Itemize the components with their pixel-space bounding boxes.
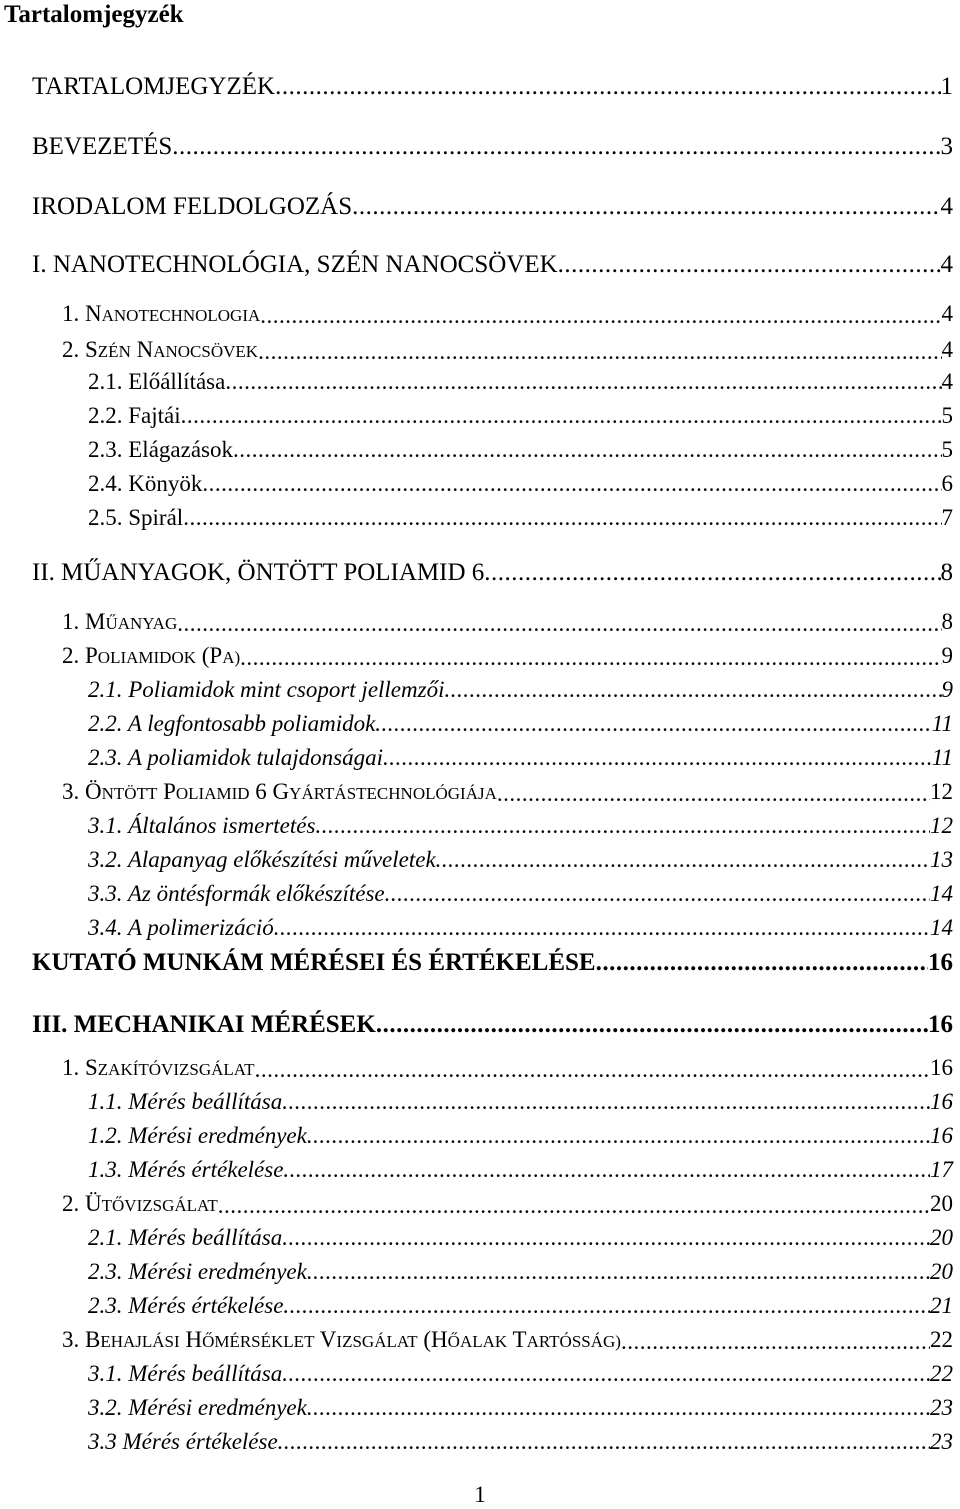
toc-entry-title: 2.4. Könyök — [88, 471, 203, 496]
toc-entry-page: 12 — [930, 813, 953, 838]
toc-entry-page: 21 — [930, 1293, 953, 1318]
toc-entry-title: 3.2. Alapanyag előkészítési műveletek — [88, 847, 436, 872]
toc-leader-dots — [283, 1292, 930, 1320]
toc-entry[interactable] — [88, 676, 953, 704]
toc-leader-dots — [352, 192, 940, 222]
toc-entry-title: 1.3. Mérés értékelése — [88, 1157, 284, 1182]
toc-entry-page: 20 — [930, 1225, 953, 1250]
toc-entry-title: 2. SZÉN NANOCSÖVEK — [62, 337, 259, 362]
toc-entry[interactable] — [88, 504, 953, 532]
toc-entry-title: 3.3. Az öntésformák előkészítése — [88, 881, 385, 906]
toc-leader-dots — [283, 1156, 930, 1184]
toc-entry[interactable] — [88, 1428, 953, 1456]
toc-entry-title: 2.2. Fajtái — [88, 403, 181, 428]
toc-entry-title: 2. ÜTŐVIZSGÁLAT — [62, 1191, 218, 1216]
toc-leader-dots — [240, 644, 941, 672]
toc-entry-title: TARTALOMJEGYZÉK — [32, 73, 276, 100]
toc-leader-dots — [274, 914, 930, 942]
toc-entry-title: 2.1. Előállítása — [88, 369, 226, 394]
toc-entry-page: 3 — [940, 133, 953, 160]
toc-entry-page: 22 — [930, 1327, 953, 1352]
toc-entry-page: 11 — [931, 745, 953, 770]
toc-leader-dots — [278, 1428, 930, 1456]
toc-entry-title: 2.1. Poliamidok mint csoport jellemzői — [88, 677, 445, 702]
toc-entry[interactable] — [88, 744, 953, 772]
toc-entry-page: 9 — [941, 643, 953, 668]
toc-entry-page: 13 — [930, 847, 953, 872]
toc-leader-dots — [260, 302, 941, 330]
toc-entry-title: KUTATÓ MUNKÁM MÉRÉSEI ÉS ÉRTÉKELÉSE — [32, 949, 596, 976]
toc-entry-title: 1.1. Mérés beállítása — [88, 1089, 283, 1114]
toc-entry-title: 3. BEHAJLÁSI HŐMÉRSÉKLET VIZSGÁLAT (HŐALAK TARTÓSSÁG) — [62, 1327, 621, 1352]
toc-entry-page: 14 — [930, 881, 953, 906]
toc-entry[interactable] — [32, 558, 953, 588]
toc-entry[interactable] — [32, 1010, 953, 1040]
toc-entry[interactable] — [88, 880, 953, 908]
toc-entry-page: 16 — [928, 949, 953, 976]
toc-leader-dots — [172, 132, 940, 162]
toc-leader-dots — [218, 1192, 930, 1220]
toc-entry[interactable] — [62, 1190, 953, 1220]
toc-entry-title: 1. NANOTECHNOLOGIA — [62, 301, 261, 326]
toc-entry-title: 2.1. Mérés beállítása — [88, 1225, 283, 1250]
toc-entry-title: 2.2. A legfontosabb poliamidok — [88, 711, 376, 736]
toc-leader-dots — [484, 558, 940, 588]
toc-entry[interactable] — [62, 336, 953, 366]
toc-entry[interactable] — [88, 1258, 953, 1286]
toc-entry-title: 2.3. Mérés értékelése — [88, 1293, 284, 1318]
toc-entry-page: 23 — [930, 1429, 953, 1454]
toc-leader-dots — [596, 948, 928, 978]
toc-entry-page: 16 — [928, 1011, 953, 1038]
toc-entry[interactable] — [88, 710, 953, 738]
toc-entry[interactable] — [32, 132, 953, 162]
toc-leader-dots — [307, 1258, 930, 1286]
toc-leader-dots — [621, 1328, 930, 1356]
toc-leader-dots — [307, 1394, 930, 1422]
toc-entry[interactable] — [62, 642, 953, 672]
toc-entry[interactable] — [88, 402, 953, 430]
toc-leader-dots — [375, 710, 931, 738]
toc-entry[interactable] — [88, 436, 953, 464]
toc-entry-page: 12 — [930, 779, 953, 804]
toc-entry-page: 5 — [941, 403, 953, 428]
toc-entry-title: 3. ÖNTÖTT POLIAMID 6 GYÁRTÁSTECHNOLÓGIÁJA — [62, 779, 497, 804]
toc-entry-title: 2. POLIAMIDOK (PA) — [62, 643, 241, 668]
toc-leader-dots — [383, 744, 932, 772]
toc-entry[interactable] — [88, 1394, 953, 1422]
footer-page-number: 1 — [474, 1482, 486, 1507]
toc-entry[interactable] — [88, 1088, 953, 1116]
toc-leader-dots — [183, 504, 941, 532]
toc-entry-page: 4 — [940, 251, 953, 278]
toc-entry[interactable] — [88, 470, 953, 498]
toc-entry-title: 3.1. Általános ismertetés — [88, 813, 316, 838]
toc-entry-title: 1. SZAKÍTÓVIZSGÁLAT — [62, 1055, 255, 1080]
toc-entry[interactable] — [32, 948, 953, 978]
toc-entry-page: 16 — [930, 1089, 953, 1114]
toc-leader-dots — [233, 436, 942, 464]
toc-entry-page: 4 — [941, 301, 953, 326]
toc-entry-page: 8 — [941, 609, 953, 634]
toc-entry-title: 3.2. Mérési eredmények — [88, 1395, 307, 1420]
toc-entry-title: 1.2. Mérési eredmények — [88, 1123, 307, 1148]
toc-entry-page: 4 — [940, 193, 953, 220]
toc-leader-dots — [282, 1360, 930, 1388]
toc-entry-page: 14 — [930, 915, 953, 940]
toc-leader-dots — [258, 338, 941, 366]
toc-entry-page: 16 — [930, 1123, 953, 1148]
toc-entry-title: 2.3. A poliamidok tulajdonságai — [88, 745, 383, 770]
toc-entry-title: I. NANOTECHNOLÓGIA, SZÉN NANOCSÖVEK — [32, 251, 558, 278]
toc-entry[interactable] — [62, 778, 953, 808]
toc-leader-dots — [385, 880, 930, 908]
toc-entry[interactable] — [62, 1054, 953, 1084]
toc-leader-dots — [307, 1122, 930, 1150]
toc-entry-title: 3.3 Mérés értékelése — [88, 1429, 278, 1454]
toc-entry[interactable] — [32, 72, 953, 102]
toc-entry[interactable] — [88, 1292, 953, 1320]
toc-entry-page: 4 — [941, 369, 953, 394]
toc-entry-page: 16 — [930, 1055, 953, 1080]
toc-leader-dots — [444, 676, 941, 704]
toc-leader-dots — [275, 72, 940, 102]
toc-entry-title: BEVEZETÉS — [32, 133, 173, 160]
toc-entry-page: 8 — [940, 559, 953, 586]
toc-leader-dots — [497, 780, 930, 808]
toc-entry[interactable] — [32, 250, 953, 280]
toc-entry-page: 20 — [930, 1259, 953, 1284]
toc-leader-dots — [376, 1010, 928, 1040]
page-heading: Tartalomjegyzék — [4, 1, 184, 28]
toc-entry-title: 3.1. Mérés beállítása — [88, 1361, 283, 1386]
toc-entry[interactable] — [88, 368, 953, 396]
toc-entry-title: 3.4. A polimerizáció — [88, 915, 274, 940]
toc-entry-title: 1. MŰANYAG — [62, 609, 178, 634]
toc-entry[interactable] — [88, 914, 953, 942]
toc-entry[interactable] — [62, 300, 953, 330]
toc-entry-title: II. MŰANYAGOK, ÖNTÖTT POLIAMID 6 — [32, 559, 485, 586]
toc-entry-title: 2.5. Spirál — [88, 505, 184, 530]
toc-entry-page: 17 — [930, 1157, 953, 1182]
toc-leader-dots — [436, 846, 930, 874]
toc-leader-dots — [282, 1224, 930, 1252]
toc-leader-dots — [181, 402, 942, 430]
toc-entry-title: IRODALOM FELDOLGOZÁS — [32, 193, 353, 220]
toc-leader-dots — [202, 470, 941, 498]
toc-entry-title: 2.3. Mérési eredmények — [88, 1259, 307, 1284]
toc-entry-page: 5 — [941, 437, 953, 462]
toc-entry[interactable] — [88, 1156, 953, 1184]
toc-entry[interactable] — [88, 812, 953, 840]
toc-entry-page: 4 — [941, 337, 953, 362]
toc-leader-dots — [255, 1056, 930, 1084]
toc-entry[interactable] — [88, 1224, 953, 1252]
toc-entry[interactable] — [88, 1122, 953, 1150]
toc-entry-page: 6 — [941, 471, 953, 496]
toc-leader-dots — [177, 610, 941, 638]
toc-entry[interactable] — [88, 846, 953, 874]
toc-entry-page: 11 — [931, 711, 953, 736]
toc-entry[interactable] — [32, 192, 953, 222]
toc-entry[interactable] — [88, 1360, 953, 1388]
toc-entry-title: 2.3. Elágazások — [88, 437, 233, 462]
toc-leader-dots — [315, 812, 930, 840]
toc-entry-page: 22 — [930, 1361, 953, 1386]
toc-entry[interactable] — [62, 1326, 953, 1356]
toc-leader-dots — [282, 1088, 930, 1116]
toc-entry-page: 1 — [940, 73, 953, 100]
toc-entry[interactable] — [62, 608, 953, 638]
toc-entry-page: 9 — [941, 677, 953, 702]
toc-leader-dots — [558, 250, 941, 280]
toc-entry-page: 23 — [930, 1395, 953, 1420]
toc-leader-dots — [225, 368, 941, 396]
toc-entry-page: 7 — [941, 505, 953, 530]
toc-entry-page: 20 — [930, 1191, 953, 1216]
toc-entry-title: III. MECHANIKAI MÉRÉSEK — [32, 1011, 376, 1038]
